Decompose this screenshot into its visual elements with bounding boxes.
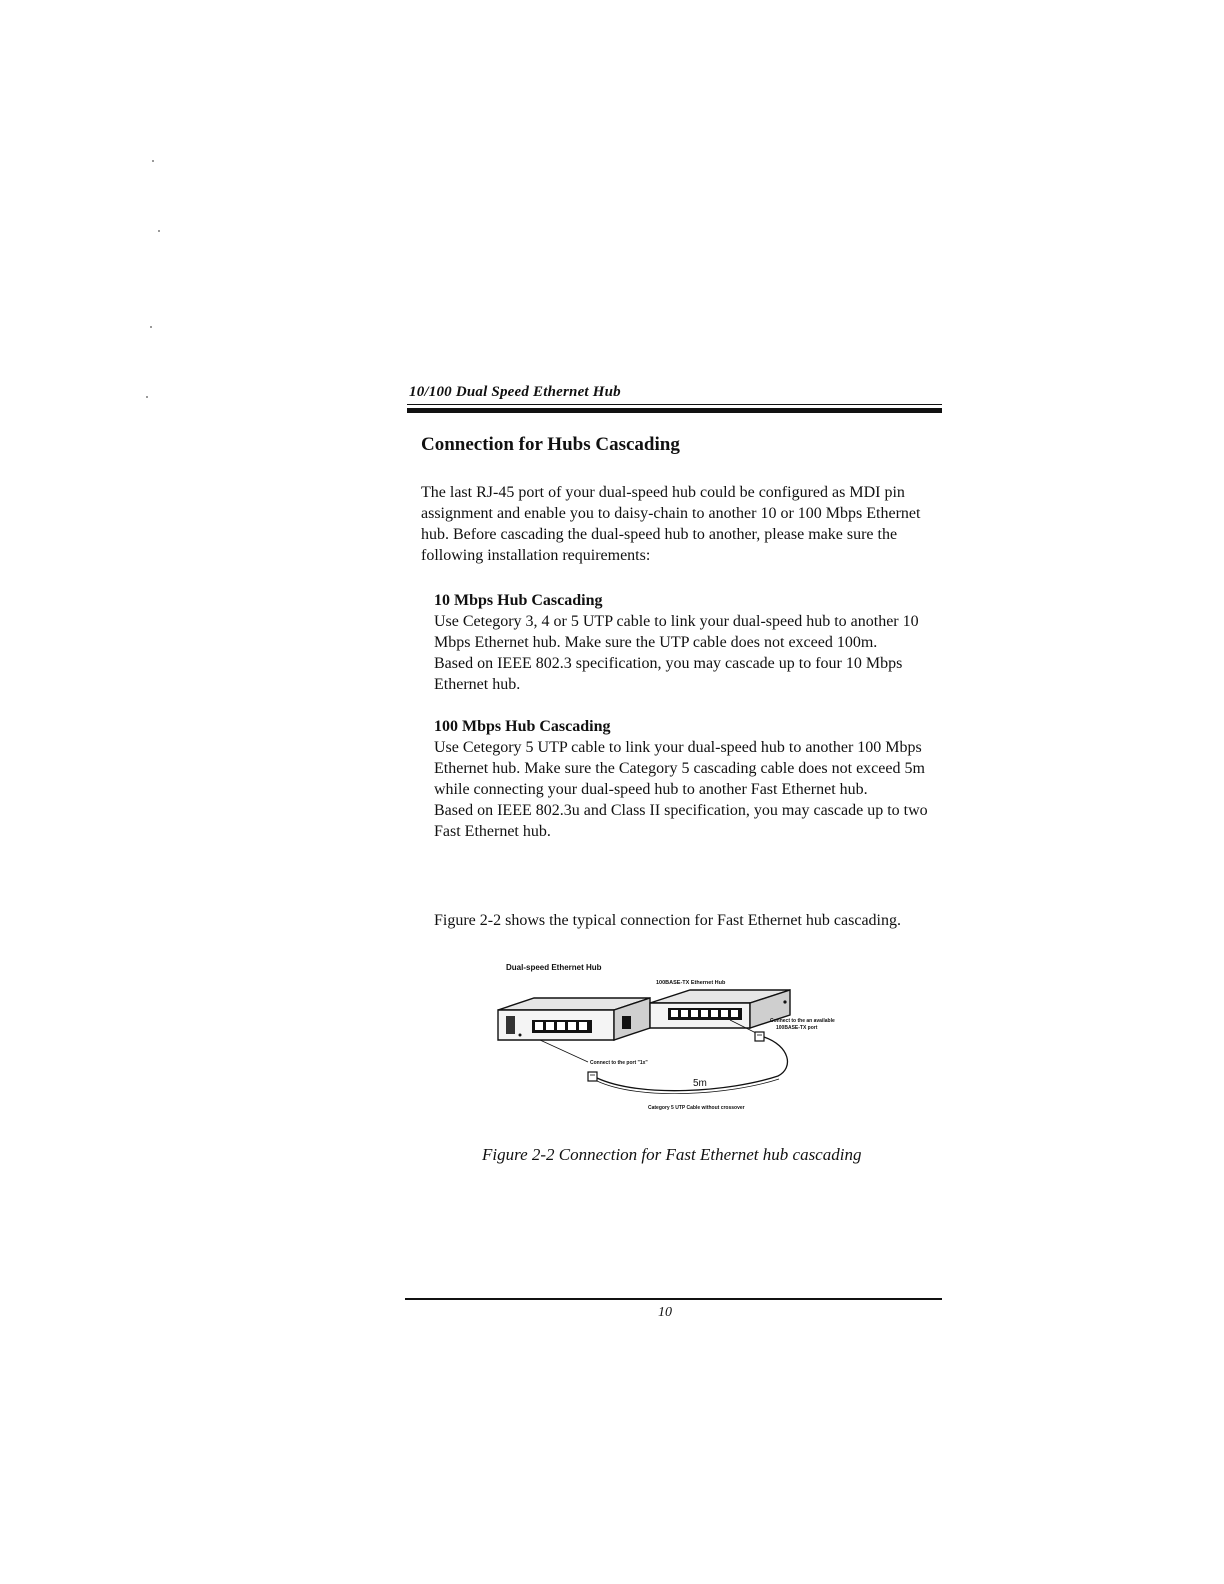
right-connect-label-line1: Connect to the an available [770,1018,835,1024]
right-connect-label-line2: 100BASE-TX port [776,1025,818,1031]
subsection-text: Based on IEEE 802.3 specification, you may cascade up to four 10 Mbps Ethernet hub. [434,655,903,693]
footer-rule [405,1298,942,1300]
header-rule-thin [407,404,942,405]
figure-caption: Figure 2-2 Connection for Fast Ethernet hub cascading [482,1145,862,1164]
cable-label: Category 5 UTP Cable without crossover [648,1105,745,1111]
dual-speed-hub-icon [498,998,650,1040]
scan-speck [152,160,154,162]
header-rule-thick [407,408,942,413]
distance-label: 5m [693,1078,707,1089]
cascade-diagram-svg [490,958,870,1118]
subsection-10mbps [434,590,942,695]
right-hub-label: 100BASE-TX Ethernet Hub [656,980,726,986]
subsection-title: 100 Mbps Hub Cascading [434,718,611,735]
left-pointer-line [540,1040,588,1062]
rj45-plug-left-icon [588,1072,597,1081]
page-number: 10 [658,1305,672,1320]
cascade-diagram [490,958,870,1118]
subsection-text: Use Cetegory 3, 4 or 5 UTP cable to link your dual-speed hub to another 10 Mbps Ethernet hub. Make sure the UTP cable does not exceed 100m. [434,613,919,651]
subsection-text: Based on IEEE 802.3u and Class II specification, you may cascade up to two Fast Ethernet hub. [434,802,928,840]
subsection-title: 10 Mbps Hub Cascading [434,592,603,609]
scan-speck [158,230,160,232]
subsection-text: Use Cetegory 5 UTP cable to link your dual-speed hub to another 100 Mbps Ethernet hub. Make sure the Category 5 cascading cable does not exceed 5m while connecting your dual-speed hub to another Fast Ethernet hub. [434,739,925,798]
intro-paragraph: The last RJ-45 port of your dual-speed hub could be configured as MDI pin assignment and enable you to daisy-chain to another 10 or 100 Mbps Ethernet hub. Before cascading the dual-speed hub to another, please make sure the following installation requirements: [421,484,921,564]
scan-speck [146,396,148,398]
scan-speck [150,326,152,328]
running-header: 10/100 Dual Speed Ethernet Hub [409,384,621,400]
subsection-100mbps [434,716,942,842]
fast-ethernet-hub-icon [650,990,790,1028]
rj45-plug-right-icon [755,1032,764,1041]
section-title: Connection for Hubs Cascading [421,434,680,455]
figure-reference: Figure 2-2 shows the typical connection for Fast Ethernet hub cascading. [434,912,901,929]
left-hub-label: Dual-speed Ethernet Hub [506,963,602,972]
left-connect-label: Connect to the port "1x" [590,1060,648,1066]
